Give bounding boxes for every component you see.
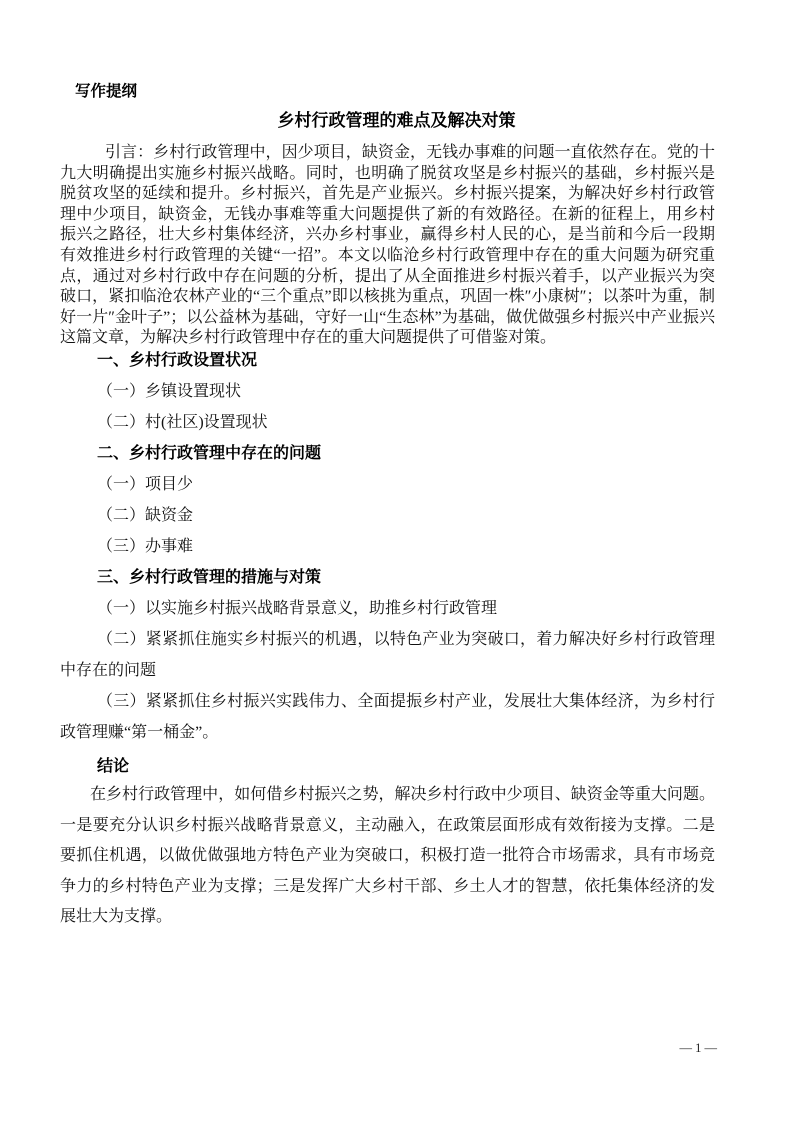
page-number: — 1 — — [679, 1041, 717, 1055]
outline-item-2-3: （三）办事难 — [97, 538, 194, 555]
outline-item-1-1: （一）乡镇设置现状 — [97, 383, 242, 400]
outline-item-1-2: （二）村(社区)设置现状 — [97, 414, 268, 431]
outline-heading-2: 二、乡村行政管理中存在的问题 — [97, 445, 322, 462]
outline-item-2-2: （二）缺资金 — [97, 507, 194, 524]
outline-item-2-1: （一）项目少 — [97, 476, 194, 493]
introduction-paragraph: 引言：乡村行政管理中，因少项目，缺资金，无钱办事难的问题一直依然存在。党的十九大明确提出实施乡村振兴战略。同时，也明确了脱贫攻坚是乡村振兴的基础，乡村振兴是脱贫攻坚的延续和提升。乡村振兴，首先是产业振兴。乡村振兴提案，为解决好乡村行政管理中少项目，缺资金，无钱办事难等重大问题提供了新的有效路径。在新的征程上，用乡村振兴之路径，壮大乡村集体经济，兴办乡村事业，赢得乡村人民的心，是当前和今后一段期有效推进乡村行政管理的关键“一招”。本文以临沧乡村行政管理中存在的重大问题为研究重点，通过对乡村行政中存在问题的分析，提出了从全面推进乡村振兴着手，以产业振兴为突破口，紧扣临沧农林产业的“三个重点”即以核挑为重点，巩固一株″小康树″；以茶叶为重，制好一片″金叶子”；以公益林为基础，守好一山“生态林”为基础，做优做强乡村振兴中产业振兴这篇文章，为解决乡村行政管理中存在的重大问题提供了可借鉴对策。 — [60, 144, 715, 347]
page-title: 乡村行政管理的难点及解决对策 — [277, 111, 516, 130]
document-label: 写作提纲 — [75, 83, 138, 100]
conclusion-paragraph: 在乡村行政管理中，如何借乡村振兴之势，解决乡村行政中少项目、缺资金等重大问题。一是要充分认识乡村振兴战略背景意义，主动融入，在政策层面形成有效衔接为支撑。二是要抓住机遇，以做优做强地方特色产业为突破口，积极打造一批符合市场需求，具有市场竞争力的乡村特色产业为支撑；三是发挥广大乡村干部、乡土人才的智慧，依托集体经济的发展壮大为支撑。 — [60, 786, 715, 925]
outline-heading-1: 一、乡村行政设置状况 — [97, 352, 258, 369]
conclusion-heading: 结论 — [97, 758, 130, 775]
outline-item-3-1: （一）以实施乡村振兴战略背景意义，助推乡村行政管理 — [97, 600, 498, 617]
outline-item-3-3: （三）紧紧抓住乡村振兴实践伟力、全面提振乡村产业，发展壮大集体经济，为乡村行政管理赚“第一桶金”。 — [60, 693, 715, 741]
outline-section — [60, 345, 715, 748]
outline-heading-3: 三、乡村行政管理的措施与对策 — [97, 569, 322, 586]
outline-item-3-2: （二）紧紧抓住施实乡村振兴的机遇，以特色产业为突破口，着力解决好乡村行政管理中存在的问题 — [60, 631, 715, 679]
